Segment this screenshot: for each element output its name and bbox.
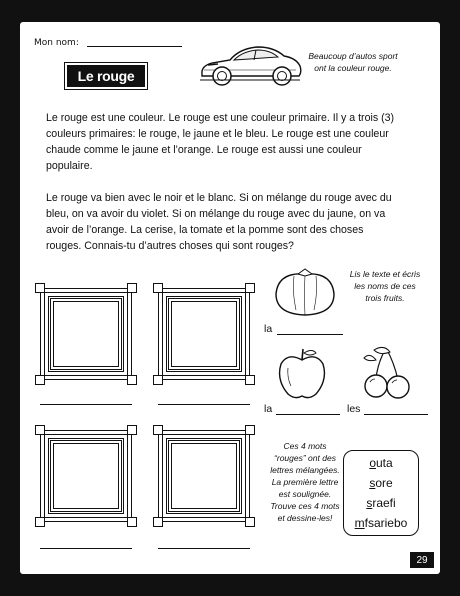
cherries-icon xyxy=(360,344,412,400)
name-write-line[interactable] xyxy=(87,46,182,47)
scrambled-word-3: sraefi xyxy=(366,495,396,510)
apple-icon xyxy=(276,346,328,400)
apple-write-line[interactable] xyxy=(276,414,340,415)
drawing-frame-3[interactable] xyxy=(40,430,132,522)
tomato-write-line[interactable] xyxy=(277,334,343,335)
drawing-frame-2[interactable] xyxy=(158,288,250,380)
fruits-instruction: Lis le texte et écris les noms de ces trois fruits. xyxy=(349,269,421,303)
frame-3-write-line[interactable] xyxy=(40,548,132,549)
apple-article: la xyxy=(264,403,273,415)
scrambled-words-box xyxy=(343,450,419,536)
sports-car-icon xyxy=(196,36,306,94)
puzzle-instruction: Ces 4 mots “rouges” ont des lettres mélangées. La première lettre est soulignée. Trouve ces 4 mots et dessine-les! xyxy=(270,441,340,523)
intro-paragraph: Le rouge est une couleur. Le rouge est une couleur primaire. Il y a trois (3) couleurs primaires: le rouge, le jaune et le bleu. Le rouge est une couleur chaude comme le jaune et l’orange. Le rouge est aussi une couleur populaire. xyxy=(46,112,395,172)
page-number: 29 xyxy=(410,552,434,568)
frame-4-write-line[interactable] xyxy=(158,548,250,549)
drawing-frame-1[interactable] xyxy=(40,288,132,380)
frame-2-write-line[interactable] xyxy=(158,404,250,405)
page-title xyxy=(64,62,148,90)
frame-1-write-line[interactable] xyxy=(40,404,132,405)
car-caption: Beaucoup d’autos sport ont la couleur rouge. xyxy=(308,51,398,73)
cherries-write-line[interactable] xyxy=(364,414,428,415)
scrambled-word-1: outa xyxy=(369,455,393,470)
drawing-frame-4[interactable] xyxy=(158,430,250,522)
cherries-article: les xyxy=(347,403,361,415)
mixing-paragraph: Le rouge va bien avec le noir et le blanc. Si on mélange du rouge avec du bleu, on va avoir du violet. Si on mélange du rouge avec du jaune, on va avoir de l’orange. La cerise, la tomate et la pomme sont des choses rouges. Connais-tu d’autres choses qui sont rouges? xyxy=(46,192,392,252)
scrambled-word-2: sore xyxy=(369,475,393,490)
scrambled-word-4: mfsariebo xyxy=(354,515,408,530)
tomato-article: la xyxy=(264,323,273,335)
tomato-icon xyxy=(272,266,338,318)
name-label: Mon nom: xyxy=(34,38,79,48)
page-title-text: Le rouge xyxy=(67,65,145,87)
